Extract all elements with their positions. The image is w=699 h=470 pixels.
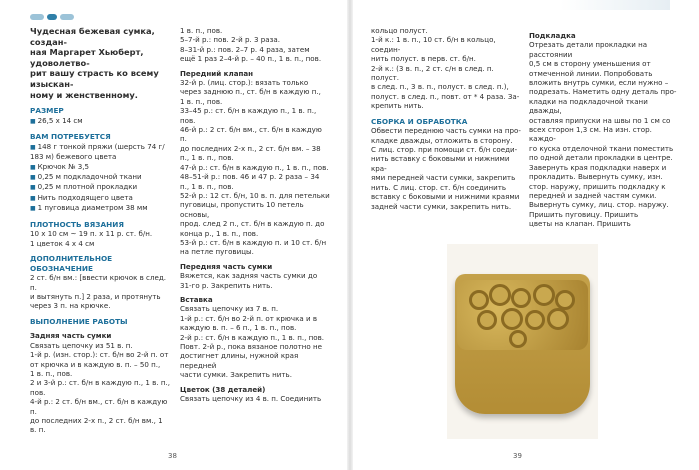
text-line: и вытянуть п.] 2 раза, и протянуть <box>30 292 161 301</box>
section-heading: СБОРКА И ОБРАБОТКА <box>371 116 468 126</box>
text-line: нить полуст. в перв. ст. б/н. <box>371 54 476 64</box>
text-line: ■ Крючок № 3,5 <box>30 162 170 172</box>
text-line: крепить нить. <box>371 101 424 111</box>
left-column-1 <box>30 26 170 435</box>
flower-decoration <box>477 310 497 330</box>
text-line: п., 1 в. п., пов. <box>180 181 234 191</box>
text-line: до последних 2-х п., 2 ст. б/н вм. – 38 <box>180 143 321 153</box>
badge-decoration <box>60 14 74 20</box>
text-line: Связать цепочку из 51 в. п. <box>30 340 133 350</box>
text-line: пов. <box>30 387 46 397</box>
intro-text: рит вашу страсть ко всему изыскан- <box>30 68 159 89</box>
text-line: Вывернуть сумку, лиц. стор. наружу. <box>529 200 669 210</box>
text-line: оставляя припуски на швы по 1 см со <box>529 115 671 125</box>
bag-photo <box>447 244 598 439</box>
text-line: полуст. в след. п., повт. от * 4 раза. За- <box>371 91 520 101</box>
intro-text: Чудесная бежевая сумка, создан- <box>30 26 155 47</box>
text-line: ещё 1 раз 2–4-й р. – 40 п., 1 в. п., пов. <box>180 54 322 64</box>
text-line: кладке дважды, отложить в сторону. <box>371 135 513 145</box>
flower-decoration <box>511 288 531 308</box>
text-line: Связать цепочку из 7 в. п. <box>180 304 279 314</box>
flower-decoration <box>555 290 575 310</box>
text-line: отмеченной линии. Попробовать <box>529 68 653 78</box>
text-line: 46-й р.: 2 ст. б/н вм., ст. б/н в каждую п. <box>180 125 322 144</box>
header-fade-decoration <box>560 0 670 10</box>
text-line: конца р., 1 в. п., пов. <box>180 228 259 238</box>
left-column-2 <box>180 26 330 403</box>
text-line: прокладить. Вывернуть сумку, изн. <box>529 172 663 182</box>
text-line: вставку с боковыми и нижними краями <box>371 192 520 202</box>
text-line: 1-й р. (изн. стор.): ст. б/н во 2-й п. от <box>30 350 169 360</box>
text-line: ■ 148 г тонкой пряжи (шерсть 74 г/ <box>30 142 170 152</box>
badge-decoration <box>47 14 57 20</box>
intro-text: ному и женственному. <box>30 89 138 100</box>
text-line: передней и задней частям сумки. <box>529 190 657 200</box>
right-column-1 <box>371 26 521 211</box>
text-line: 2-й р.: ст. б/н в каждую п., 1 в. п., пов. <box>180 332 325 342</box>
text-line: ями передней части сумки, закрепить <box>371 173 516 183</box>
text-line: 52-й р.: 12 ст. б/н, 10 в. п. для петельки <box>180 190 330 200</box>
text-line: подрезать. Наметить одну деталь про- <box>529 87 677 97</box>
text-line: 33–45 р.: ст. б/н в каждую п., 1 в. п., пов. <box>180 106 317 125</box>
text-line: 2-й к.: (3 в. п., 2 ст. с/н в след. п. полуст. <box>371 63 494 83</box>
text-line: го куска отделочной ткани поместить <box>529 143 674 153</box>
text-line: 4-й р.: 2 ст. б/н вм., ст. б/н в каждую п. <box>30 397 168 416</box>
section-heading: РАЗМЕР <box>30 106 64 116</box>
text-line: нить вставку с боковыми и нижними кра- <box>371 154 510 173</box>
page-number: 38 <box>168 452 177 460</box>
text-line: 1 в. п., пов. <box>180 26 223 35</box>
text-line: 1 цветок 4 х 4 см <box>30 238 95 248</box>
text-line: 53-й р.: ст. б/н в каждую п. и 10 ст. б/н <box>180 237 327 247</box>
section-heading: ДОПОЛНИТЕЛЬНОЕ ОБОЗНАЧЕНИЕ <box>30 254 113 273</box>
text-line: задней части сумки, закрепить нить. <box>371 201 512 211</box>
text-line: Вяжется, как задняя часть сумки до <box>180 271 318 281</box>
text-line: через 3 п. на крючке. <box>30 301 111 311</box>
text-line: ■ 1 пуговица диаметром 38 мм <box>30 203 170 213</box>
text-line: Отрезать детали прокладки на расстоянии <box>529 40 648 59</box>
text-line: ■ 0,25 м плотной прокладки <box>30 182 170 192</box>
text-line: 1 в. п., пов. <box>30 369 73 379</box>
section-heading: ВЫПОЛНЕНИЕ РАБОТЫ <box>30 316 128 326</box>
text-line: на петле пуговицы. <box>180 247 254 257</box>
text-line: 1-й к.: 1 в. п., 10 ст. б/н в кольцо, соедин- <box>371 35 496 54</box>
text-line: каждую в. п. – 6 п., 1 в. п., пов. <box>180 323 297 333</box>
text-line: 1-й р.: ст. б/н во 2-й п. от крючка и в <box>180 313 318 323</box>
section-heading: ПЛОТНОСТЬ ВЯЗАНИЯ <box>30 219 124 229</box>
page-number: 39 <box>513 452 522 460</box>
text-line: до последних 2-х п., 2 ст. б/н вм., 1 в. п. <box>30 416 163 435</box>
text-line: пуговицы, пропустить 10 петель основы, <box>180 200 304 219</box>
text-line: достигнет длины, нужной края передней <box>180 351 299 370</box>
subheading: Задняя часть сумки <box>30 331 112 341</box>
flower-decoration <box>533 284 555 306</box>
text-line: ■ 26,5 х 14 см <box>30 116 170 126</box>
text-line: 2 и 3-й р.: ст. б/н в каждую п., 1 в. п., <box>30 378 170 388</box>
right-column-2 <box>529 26 679 229</box>
subheading: Передняя часть сумки <box>180 261 273 271</box>
text-line: вложить внутрь сумки, если нужно – <box>529 78 669 88</box>
text-line: 8–31-й р.: пов. 2–7 р. 4 раза, затем <box>180 44 310 54</box>
text-line: ■ 0,25 м подкладочной ткани <box>30 172 170 182</box>
text-line: через заднюю п., ст. б/н в каждую п., <box>180 87 321 97</box>
flower-decoration <box>501 308 523 330</box>
text-line: от крючка и в каждую в. п. – 50 п., <box>30 359 161 369</box>
flower-decoration <box>547 308 569 330</box>
text-line: 2 ст. б/н вм.: [ввести крючок в след. п. <box>30 273 167 292</box>
intro-text: ная Маргарет Хьюберт, удоволетво- <box>30 47 144 68</box>
text-line: ■ Нить подходящего цвета <box>30 193 170 203</box>
flower-decoration <box>469 290 489 310</box>
text-line: 48–51-й р.: пов. 46 и 47 р. 2 раза – 34 <box>180 172 320 182</box>
flower-decoration <box>489 284 511 306</box>
text-line: Пришить пуговицу. Пришить <box>529 209 639 219</box>
text-line: прод. след 2 п., ст. б/н в каждую п. до <box>180 219 325 229</box>
text-line: 5–7-й р.: пов. 2-й р. 3 раза. <box>180 35 281 45</box>
text-line: С лиц. стор. при помощи ст. б/н соеди- <box>371 145 518 155</box>
text-line: кладки на подкладочной ткани дважды, <box>529 96 648 116</box>
text-line: Повт. 2-й р., пока вязаное полотно не <box>180 342 322 351</box>
flower-decoration <box>525 310 545 330</box>
text-line: п., 1 в. п., пов. <box>180 153 234 163</box>
text-line: части сумки. Закрепить нить. <box>180 370 292 380</box>
text-line: 0,5 см в сторону уменьшения от <box>529 59 651 69</box>
subheading: Вставка <box>180 294 213 304</box>
text-line: стор. наружу, пришить подкладку к <box>529 181 666 191</box>
text-line: 32-й р. (лиц. стор.): вязать только <box>180 78 309 88</box>
subheading: Передний клапан <box>180 68 254 78</box>
subheading: Подкладка <box>529 31 576 40</box>
text-line: Обвести переднюю часть сумки на про- <box>371 126 521 136</box>
text-line: 31-го р. Закрепить нить. <box>180 280 273 290</box>
subheading: Цветок (38 деталей) <box>180 384 266 394</box>
text-line: Завернуть края подкладки наверх и <box>529 162 667 172</box>
text-line: 183 м) бежевого цвета <box>30 152 117 162</box>
left-page <box>0 0 347 470</box>
section-badges <box>30 14 74 20</box>
text-line: в след. п., 3 в. п., полуст. в след. п.), <box>371 82 509 92</box>
text-line: кольцо полуст. <box>371 26 428 35</box>
badge-decoration <box>30 14 44 20</box>
text-line: цветы на клапан. Пришить <box>529 219 631 229</box>
text-line: 47-й р.: ст. б/н в каждую п., 1 в. п., пов. <box>180 162 329 172</box>
text-line: всех сторон 1,3 см. На изн. стор. каждо- <box>529 125 652 144</box>
text-line: нить. С лиц. стор. ст. б/н соединить <box>371 182 507 192</box>
text-line: 1 в. п., пов. <box>180 96 223 106</box>
text-line: Связать цепочку из 4 в. п. Соединить <box>180 394 322 404</box>
text-line: 10 х 10 см ~ 19 п. х 11 р. ст. б/н. <box>30 229 153 239</box>
section-heading: ВАМ ПОТРЕБУЕТСЯ <box>30 132 111 142</box>
text-line: по одной детали прокладки в центре. <box>529 153 673 163</box>
flower-decoration <box>509 330 527 348</box>
